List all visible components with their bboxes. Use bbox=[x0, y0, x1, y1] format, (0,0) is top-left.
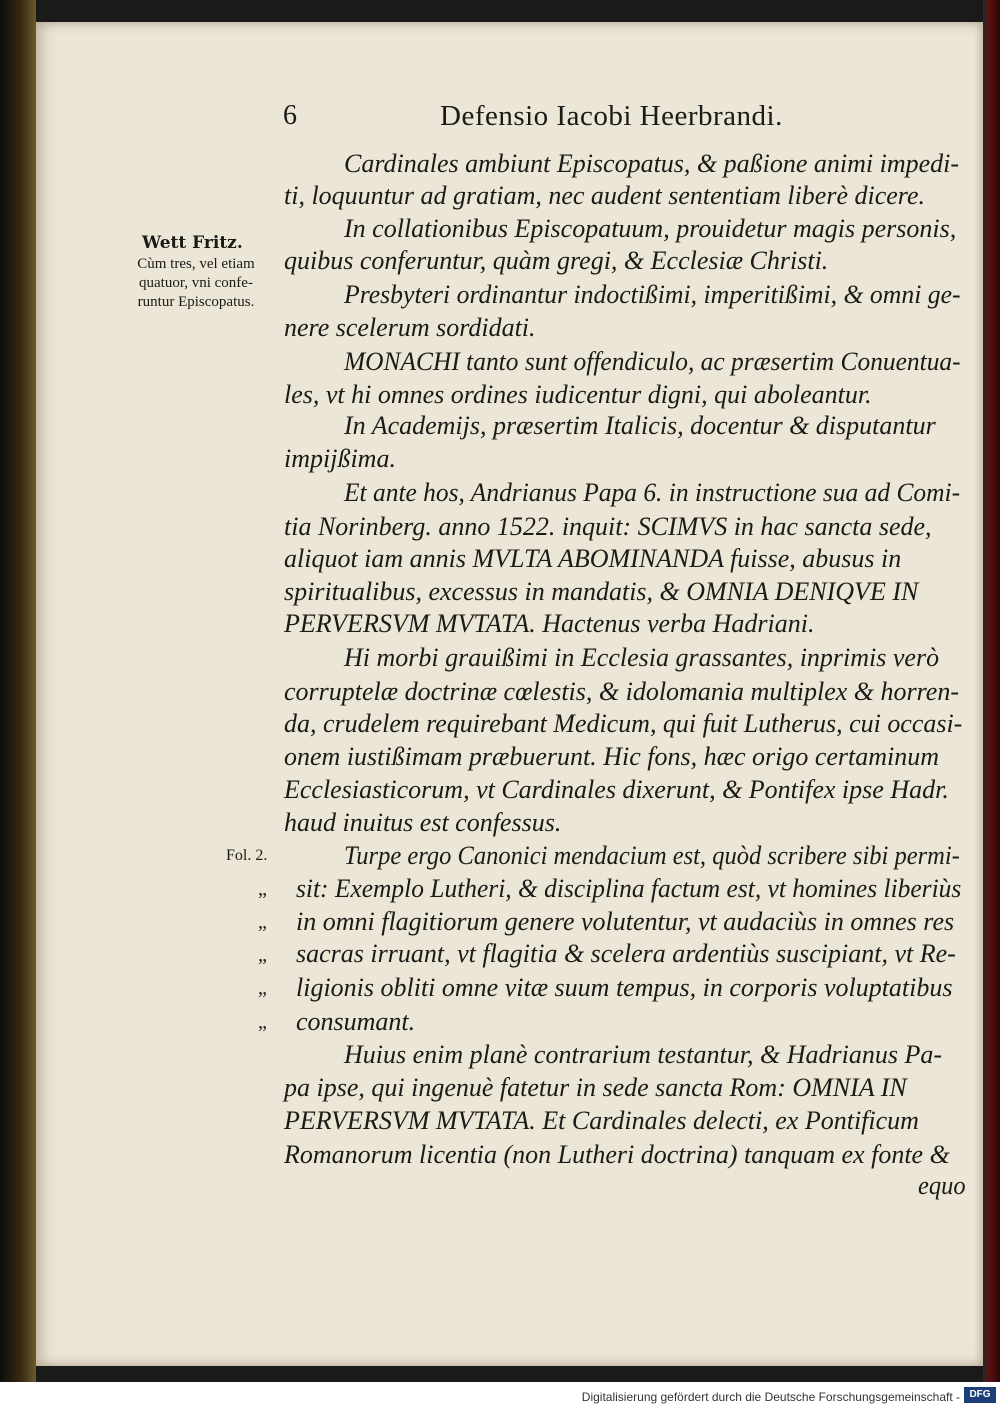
text-line: sit: Exemplo Lutheri, & disciplina factum est, vt homines liberiùs bbox=[296, 874, 962, 903]
text-line: Ecclesiasticorum, vt Cardinales dixerunt, & Pontifex ipse Hadr. bbox=[284, 775, 949, 804]
text-line: corruptelæ doctrinæ cœlestis, & idolomania multiplex & horren- bbox=[284, 677, 959, 706]
running-title: Defensio Iacobi Heerbrandi. bbox=[440, 100, 783, 132]
text-line: In Academijs, præsertim Italicis, docentur & disputantur bbox=[344, 411, 936, 440]
book-spine-edge bbox=[0, 0, 36, 1382]
text-line: ti, loquuntur ad gratiam, nec audent sententiam liberè dicere. bbox=[284, 181, 925, 210]
quotation-mark: „ bbox=[258, 878, 267, 900]
text-line: Turpe ergo Canonici mendacium est, quòd scribere sibi permi- bbox=[344, 841, 960, 870]
text-line: les, vt hi omnes ordines iudicentur digni, qui aboleantur. bbox=[284, 380, 872, 409]
text-line: Romanorum licentia (non Lutheri doctrina) tanquam ex fonte & bbox=[284, 1140, 950, 1169]
text-line: In collationibus Episcopatuum, prouidetur magis personis, bbox=[344, 214, 957, 243]
quotation-mark: „ bbox=[258, 1011, 267, 1033]
text-line: Hi morbi grauißimi in Ecclesia grassantes, inprimis verò bbox=[344, 643, 940, 672]
text-line: pa ipse, qui ingenuè fatetur in sede sancta Rom: OMNIA IN bbox=[284, 1073, 907, 1102]
quotation-mark: „ bbox=[258, 911, 267, 933]
catchword: equo bbox=[918, 1171, 966, 1200]
page-number: 6 bbox=[283, 100, 297, 131]
text-line: Presbyteri ordinantur indoctißimi, imperitißimi, & omni ge- bbox=[344, 280, 961, 309]
book-cover-edge bbox=[983, 0, 1000, 1382]
text-line: sacras irruant, vt flagitia & scelera ardentiùs suscipiant, vt Re- bbox=[296, 939, 956, 968]
margin-note-line: Cùm tres, vel etiam bbox=[137, 256, 255, 272]
text-line: PERVERSVM MVTATA. Et Cardinales delecti, ex Pontificum bbox=[284, 1106, 919, 1135]
text-line: PERVERSVM MVTATA. Hactenus verba Hadriani. bbox=[284, 609, 815, 638]
text-line: in omni flagitiorum genere volutentur, vt audaciùs in omnes res bbox=[296, 907, 955, 936]
text-line: da, crudelem requirebant Medicum, qui fuit Lutherus, cui occasi- bbox=[284, 709, 963, 738]
text-line: Cardinales ambiunt Episcopatus, & paßione animi impedi- bbox=[344, 149, 960, 178]
text-line: spiritualibus, excessus in mandatis, & OMNIA DENIQVE IN bbox=[284, 577, 919, 606]
text-line: Huius enim planè contrarium testantur, & Hadrianus Pa- bbox=[344, 1040, 942, 1069]
text-line: consumant. bbox=[296, 1007, 416, 1036]
text-line: Et ante hos, Andrianus Papa 6. in instructione sua ad Comi- bbox=[344, 478, 961, 507]
margin-folio-reference: Fol. 2. bbox=[226, 847, 268, 864]
text-line: tia Norinberg. anno 1522. inquit: SCIMVS in hac sancta sede, bbox=[284, 512, 932, 541]
margin-note-episcopatus bbox=[112, 255, 280, 312]
text-line: ligionis obliti omne vitæ suum tempus, in corporis voluptatibus bbox=[296, 973, 953, 1002]
text-line: quibus conferuntur, quàm gregi, & Ecclesiæ Christi. bbox=[284, 246, 829, 275]
text-line: MONACHI tanto sunt offendiculo, ac præsertim Conuentua- bbox=[344, 347, 961, 376]
text-line: impijßima. bbox=[284, 444, 396, 473]
text-line: haud inuitus est confessus. bbox=[284, 808, 562, 837]
text-line: aliquot iam annis MVLTA ABOMINANDA fuisse, abusus in bbox=[284, 544, 902, 573]
quotation-mark: „ bbox=[258, 977, 267, 999]
text-line: nere scelerum sordidati. bbox=[284, 313, 536, 342]
footer-credit: Digitalisierung gefördert durch die Deutsche Forschungsgemeinschaft - bbox=[581, 1390, 960, 1404]
dfg-logo-icon: DFG bbox=[964, 1387, 996, 1403]
margin-note-line: quatuor, vni confe- bbox=[139, 275, 253, 291]
quotation-mark: „ bbox=[258, 944, 267, 966]
text-line: onem iustißimam præbuerunt. Hic fons, hæc origo certaminum bbox=[284, 742, 940, 771]
margin-note-heading: Wett Fritz. bbox=[142, 233, 243, 253]
margin-note-line: runtur Episcopatus. bbox=[137, 294, 255, 310]
